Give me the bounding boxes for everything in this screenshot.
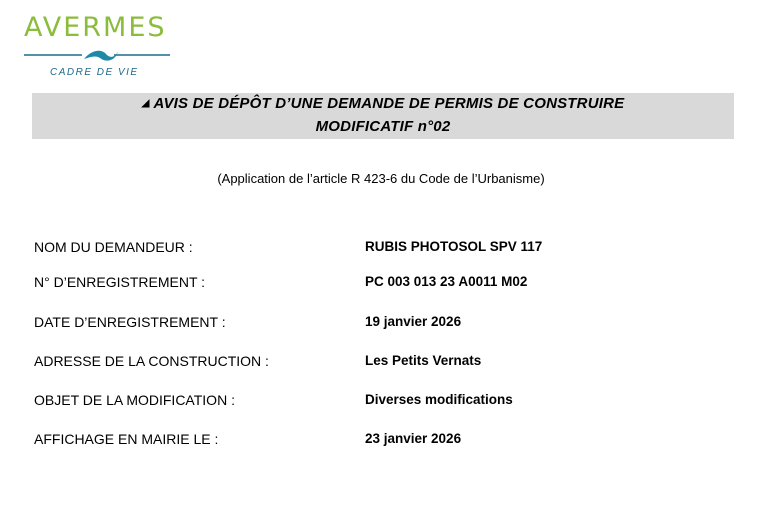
logo-name: AVERMES xyxy=(24,12,167,43)
logo-tagline: CADRE DE VIE xyxy=(50,67,139,78)
field-label: N° D’ENREGISTREMENT : xyxy=(34,274,206,290)
wave-icon xyxy=(22,45,172,65)
field-label: AFFICHAGE EN MAIRIE LE : xyxy=(34,431,219,447)
notice-title-banner xyxy=(32,93,734,139)
field-label: OBJET DE LA MODIFICATION : xyxy=(34,392,235,408)
field-value: PC 003 013 23 A0011 M02 xyxy=(365,274,528,289)
field-value: Diverses modifications xyxy=(365,392,513,407)
notice-title-line-2: MODIFICATIF n°02 xyxy=(315,118,451,135)
legal-reference: (Application de l’article R 423-6 du Code de l’Urbanisme) xyxy=(217,171,545,186)
field-value: Les Petits Vernats xyxy=(365,353,482,368)
field-label: ADRESSE DE LA CONSTRUCTION : xyxy=(34,353,269,369)
field-value: RUBIS PHOTOSOL SPV 117 xyxy=(365,239,543,254)
field-label: NOM DU DEMANDEUR : xyxy=(34,239,193,255)
triangle-marker-icon: ◢ xyxy=(141,98,150,109)
field-value: 23 janvier 2026 xyxy=(365,431,462,446)
notice-title-text-1: AVIS DE DÉPÔT D’UNE DEMANDE DE PERMIS DE CONSTRUIRE xyxy=(153,95,625,112)
field-label: DATE D’ENREGISTREMENT : xyxy=(34,314,226,330)
notice-title-line-1 xyxy=(32,95,734,112)
field-value: 19 janvier 2026 xyxy=(365,314,462,329)
avermes-logo xyxy=(22,12,174,82)
